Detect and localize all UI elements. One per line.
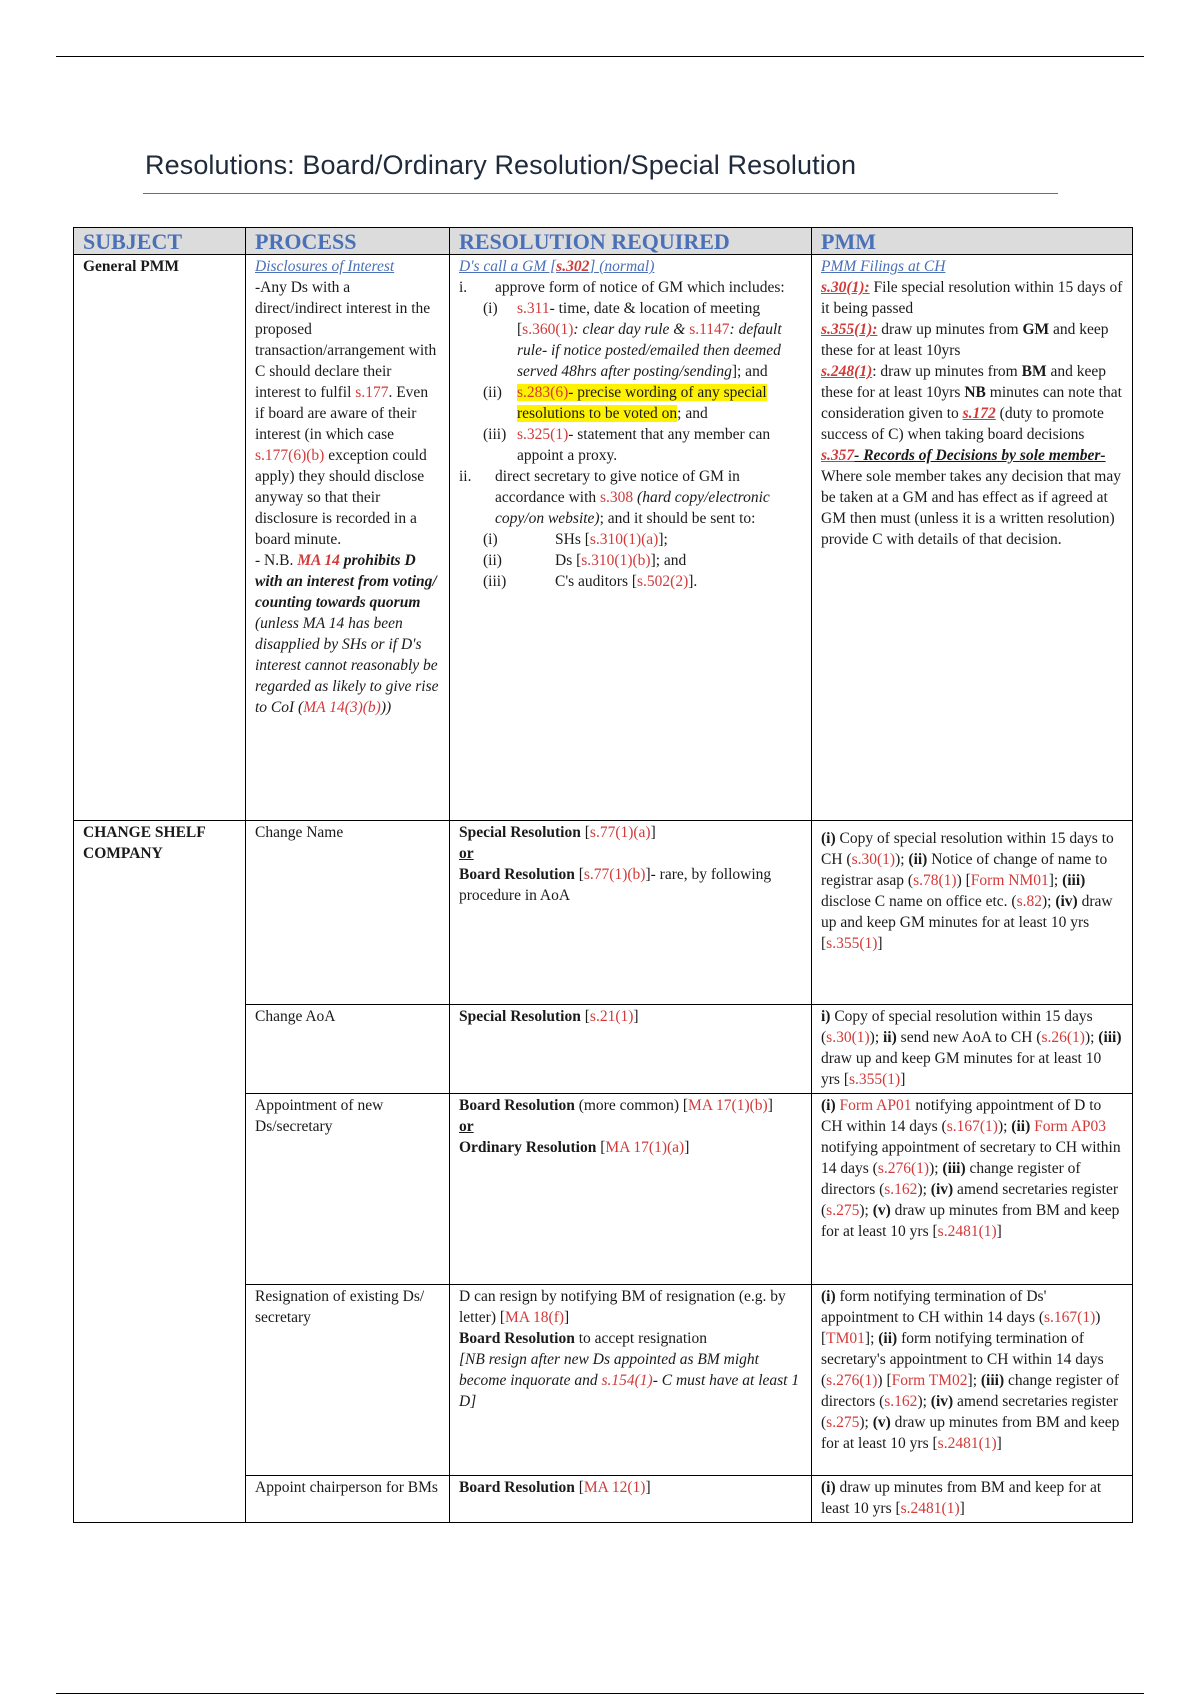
- page-title: Resolutions: Board/Ordinary Resolution/Special Resolution: [145, 150, 857, 180]
- pmm-rich: (i) draw up minutes from BM and keep for at least 10 yrs [s.2481(1)]: [821, 1479, 1102, 1517]
- list-item: ii. direct secretary to give notice of GM in accordance with s.308 (hard copy/electronic copy/on website); and it should be sent to:: [459, 468, 770, 527]
- resolution-cell: Special Resolution [s.21(1)]: [450, 1005, 812, 1094]
- list-item: (ii) s.283(6)- precise wording of any special resolutions to be voted on; and: [483, 384, 767, 422]
- process-text: -Any Ds with a direct/indirect interest in the proposed transaction/arrangement with C should declare their interest to fulfil s.177. Even if board are aware of their interest (in which case s.177(6)(b) exception could apply) they should disclose anyway so that their disclosure is recorded in a board minute.: [255, 279, 437, 548]
- list-item: (i) s.311- time, date & location of meeting [s.360(1): clear day rule & s.1147: default rule- if notice posted/emailed then deemed served 48hrs after posting/sending]; and: [483, 300, 782, 380]
- header-process: PROCESS: [246, 228, 450, 255]
- list-item: (i) SHs [s.310(1)(a)];: [483, 531, 668, 548]
- title-underline: [143, 193, 1058, 194]
- process-cell: Change AoA: [246, 1005, 450, 1094]
- pmm-rich: (i) form notifying termination of Ds' appointment to CH within 14 days (s.167(1)) [TM01]; (ii) form notifying termination of secretary's appointment to CH within 14 days (s.276(1)) [Form TM02]; (iii) change register of directors (s.162); (iv) amend secretaries register (s.275); (v) draw up minutes from BM and keep for at least 10 yrs [s.2481(1)]: [821, 1288, 1120, 1452]
- pmm-cell: [812, 1285, 1133, 1476]
- pmm-item: Where sole member takes any decision that may be taken at a GM and has effect as if agreed at GM then must (unless it is a written resolution) provide C with details of that decision.: [821, 468, 1121, 548]
- subject-label: CHANGE SHELF COMPANY: [83, 824, 206, 862]
- process-nb: - N.B. MA 14 prohibits D with an interest from voting/ counting towards quorum (unless MA 14 has been disapplied by SHs or if D's interest cannot reasonably be regarded as likely to give rise to CoI (MA 14(3)(b))): [255, 552, 439, 716]
- table-row: [74, 255, 1133, 821]
- resolution-cell: Special Resolution [s.77(1)(a)] or Board Resolution [s.77(1)(b)]- rare, by following procedure in AoA: [450, 821, 812, 1005]
- table-header-row: [74, 228, 1133, 255]
- header-pmm: PMM: [812, 228, 1133, 255]
- pmm-item: s.30(1): File special resolution within 15 days of it being passed: [821, 279, 1123, 317]
- bottom-rule: [56, 1693, 1144, 1694]
- resolution-cell: [450, 255, 812, 821]
- pmm-cell: [812, 1476, 1133, 1523]
- subject-label: General PMM: [83, 258, 179, 275]
- pmm-item: s.248(1): draw up minutes from BM and keep these for at least 10yrs NB minutes can note that consideration given to s.172 (duty to promote success of C) when taking board decisions: [821, 363, 1122, 443]
- list-item: (ii) Ds [s.310(1)(b)]; and: [483, 552, 687, 569]
- pmm-rich: i) Copy of special resolution within 15 days (s.30(1)); ii) send new AoA to CH (s.26(1)); (iii) draw up and keep GM minutes for at least 10 yrs [s.355(1)]: [821, 1008, 1122, 1088]
- header-resolution: RESOLUTION REQUIRED: [450, 228, 812, 255]
- top-rule: [56, 56, 1144, 57]
- process-cell: Resignation of existing Ds/ secretary: [246, 1285, 450, 1476]
- pmm-item: s.355(1): draw up minutes from GM and keep these for at least 10yrs: [821, 321, 1109, 359]
- resolutions-table: [73, 227, 1133, 1523]
- pmm-rich: (i) Form AP01 notifying appointment of D to CH within 14 days (s.167(1)); (ii) Form AP03 notifying appointment of secretary to CH within 14 days (s.276(1)); (iii) change register of directors (s.162); (iv) amend secretaries register (s.275); (v) draw up minutes from BM and keep for at least 10 yrs [s.2481(1)]: [821, 1097, 1121, 1240]
- header-subject: SUBJECT: [74, 228, 246, 255]
- process-cell: [246, 255, 450, 821]
- process-cell: Change Name: [246, 821, 450, 1005]
- subject-cell: [74, 255, 246, 821]
- pmm-cell: [812, 255, 1133, 821]
- resolution-heading: D's call a GM [s.302] (normal): [459, 258, 655, 275]
- list-item: (iii) C's auditors [s.502(2)].: [483, 573, 698, 590]
- pmm-heading: PMM Filings at CH: [821, 258, 946, 275]
- list-item: i. approve form of notice of GM which includes:: [459, 279, 785, 296]
- pmm-item: s.357- Records of Decisions by sole member-: [821, 447, 1106, 464]
- process-heading: Disclosures of Interest: [255, 258, 395, 275]
- process-cell: Appoint chairperson for BMs: [246, 1476, 450, 1523]
- pmm-rich: (i) Copy of special resolution within 15 days to CH (s.30(1)); (ii) Notice of change of name to registrar asap (s.78(1)) [Form NM01]; (iii) disclose C name on office etc. (s.82); (iv) draw up and keep GM minutes for at least 10 yrs [s.355(1)]: [821, 830, 1114, 952]
- pmm-cell: [812, 1005, 1133, 1094]
- pmm-cell: [812, 821, 1133, 1005]
- pmm-cell: [812, 1094, 1133, 1285]
- resolution-cell: Board Resolution (more common) [MA 17(1)(b)] or Ordinary Resolution [MA 17(1)(a)]: [450, 1094, 812, 1285]
- table-row: [74, 821, 1133, 1005]
- resolution-cell: Board Resolution [MA 12(1)]: [450, 1476, 812, 1523]
- resolution-cell: D can resign by notifying BM of resignation (e.g. by letter) [MA 18(f)] Board Resolution to accept resignation [NB resign after new Ds appointed as BM might become inquorate and s.154(1)- C must have at least 1 D]: [450, 1285, 812, 1476]
- list-item: (iii) s.325(1)- statement that any member can appoint a proxy.: [483, 426, 771, 464]
- subject-cell: [74, 821, 246, 1523]
- process-cell: Appointment of new Ds/secretary: [246, 1094, 450, 1285]
